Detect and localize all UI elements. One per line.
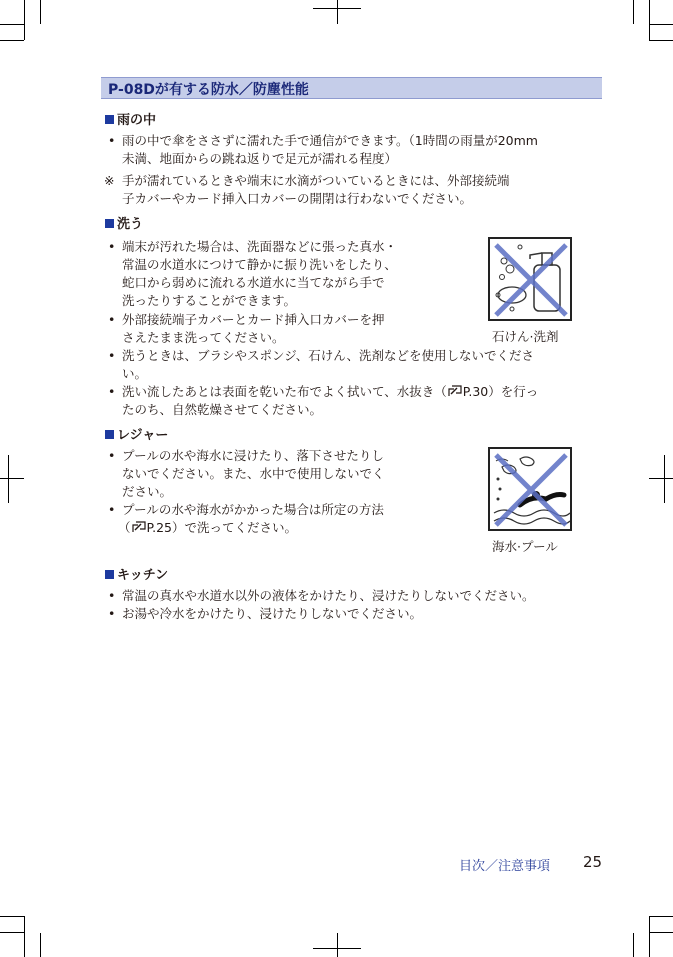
page-title: P-08Dが有する防水／防塵性能 — [108, 82, 309, 98]
soap-image-caption: 石けん·洗剤 — [492, 329, 559, 344]
wash-bullet2-line1: 外部接続端子カバーとカード挿入口カバーを押 — [122, 312, 385, 327]
crop-mark-right-center — [664, 455, 665, 503]
crop-mark-bottom-center — [337, 933, 338, 957]
section-heading-rain: 雨の中 — [105, 109, 156, 128]
page-number: 25 — [583, 853, 603, 871]
crop-mark-bottom-left — [0, 916, 24, 917]
bullet-dot: • — [108, 239, 116, 254]
heading-square-icon — [105, 219, 114, 228]
note-mark: ※ — [104, 173, 115, 188]
soap-bottle-icon — [490, 239, 570, 319]
rain-note-line1: 手が濡れているときや端末に水滴がついているときには、外部接続端 — [122, 173, 510, 188]
crop-mark-bottom-right — [649, 932, 673, 933]
kitchen-bullet1: 常温の真水や水道水以外の液体をかけたり、浸けたりしないでください。 — [122, 588, 535, 603]
sea-pool-image-caption: 海水·プール — [492, 539, 558, 554]
bullet-dot: • — [108, 448, 116, 463]
bullet-dot: • — [108, 133, 116, 148]
page-reference-link[interactable]: P.30 — [462, 384, 489, 399]
leisure-bullet1-line2: ないでください。また、水中で使用しないでく — [122, 466, 385, 481]
leisure-bullet2-line1: プールの水や海水がかかった場合は所定の方法 — [122, 502, 384, 517]
wash-bullet2-line2: さえたまま洗ってください。 — [122, 330, 285, 345]
kitchen-bullet2: お湯や冷水をかけたり、浸けたりしないでください。 — [122, 606, 423, 621]
page-reference-link[interactable]: P.25 — [146, 520, 172, 535]
wash-bullet1-line1: 端末が汚れた場合は、洗面器などに張った真水・ — [122, 239, 398, 254]
crop-mark-top-left — [0, 40, 24, 41]
crop-mark-left-center — [0, 478, 24, 479]
crop-mark-top-right — [649, 24, 673, 25]
wash-bullet4-line1: 洗い流したあとは表面を乾いた布でよく拭いて、水抜き（ P.30）を行っ — [122, 384, 539, 399]
crop-mark-bottom-right — [649, 916, 650, 957]
wash-bullet3-line2: い。 — [122, 366, 148, 381]
wash-bullet3-line1: 洗うときは、ブラシやスポンジ、石けん、洗剤などを使用しないでくださ — [122, 348, 534, 363]
heading-square-icon — [105, 430, 114, 439]
bullet-dot: • — [108, 384, 116, 399]
swimmer-icon — [490, 449, 570, 529]
leisure-bullet2-line2: （ P.25）で洗ってください。 — [118, 520, 298, 535]
bullet-dot: • — [108, 588, 116, 603]
leisure-bullet1-line3: ださい。 — [122, 484, 173, 499]
crop-mark-bottom-left — [24, 916, 25, 957]
crop-mark-right-center — [649, 478, 673, 479]
bullet-dot: • — [108, 606, 116, 621]
section-heading-kitchen: キッチン — [105, 564, 168, 583]
crop-mark-bottom-right — [633, 933, 634, 957]
sea-pool-image — [488, 447, 572, 531]
bullet-dot: • — [108, 502, 116, 517]
crop-mark-bottom-left — [0, 932, 24, 933]
wash-bullet4-line2: たのち、自然乾燥させてください。 — [122, 402, 323, 417]
page-title-bar — [101, 77, 602, 99]
crop-mark-top-right — [649, 0, 650, 40]
crop-mark-top-left — [0, 24, 24, 25]
crop-mark-top-left — [40, 0, 41, 24]
wash-bullet1-line2: 常温の水道水につけて静かに振り洗いをしたり、 — [122, 257, 397, 272]
crop-mark-top-center — [337, 0, 338, 24]
wash-bullet1-line3: 蛇口から弱めに流れる水道水に当てながら手で — [122, 275, 385, 290]
crop-mark-bottom-left — [40, 933, 41, 957]
crop-mark-top-right — [633, 0, 634, 24]
page-reference-icon — [132, 520, 146, 532]
crop-mark-top-right — [649, 40, 673, 41]
page-reference-icon — [448, 384, 462, 396]
footer-toc-link[interactable]: 目次／注意事項 — [459, 859, 551, 874]
rain-bullet1-line2: 未満、地面からの跳ね返りで足元が濡れる程度） — [122, 151, 398, 166]
section-heading-leisure: レジャー — [105, 424, 168, 443]
crop-mark-top-left — [24, 0, 25, 40]
heading-square-icon — [105, 115, 114, 124]
heading-square-icon — [105, 570, 114, 579]
rain-bullet1-line1: 雨の中で傘をささずに濡れた手で通信ができます。（1時間の雨量が20mm — [122, 133, 538, 148]
section-heading-wash: 洗う — [105, 213, 143, 232]
soap-detergent-image — [488, 237, 572, 321]
wash-bullet1-line4: 洗ったりすることができます。 — [122, 293, 297, 308]
bullet-dot: • — [108, 348, 116, 363]
crop-mark-bottom-right — [649, 916, 673, 917]
leisure-bullet1-line1: プールの水や海水に浸けたり、落下させたりし — [122, 448, 384, 463]
bullet-dot: • — [108, 312, 116, 327]
rain-note-line2: 子カバーやカード挿入口カバーの開閉は行わないでください。 — [122, 191, 473, 206]
crop-mark-left-center — [8, 455, 9, 503]
